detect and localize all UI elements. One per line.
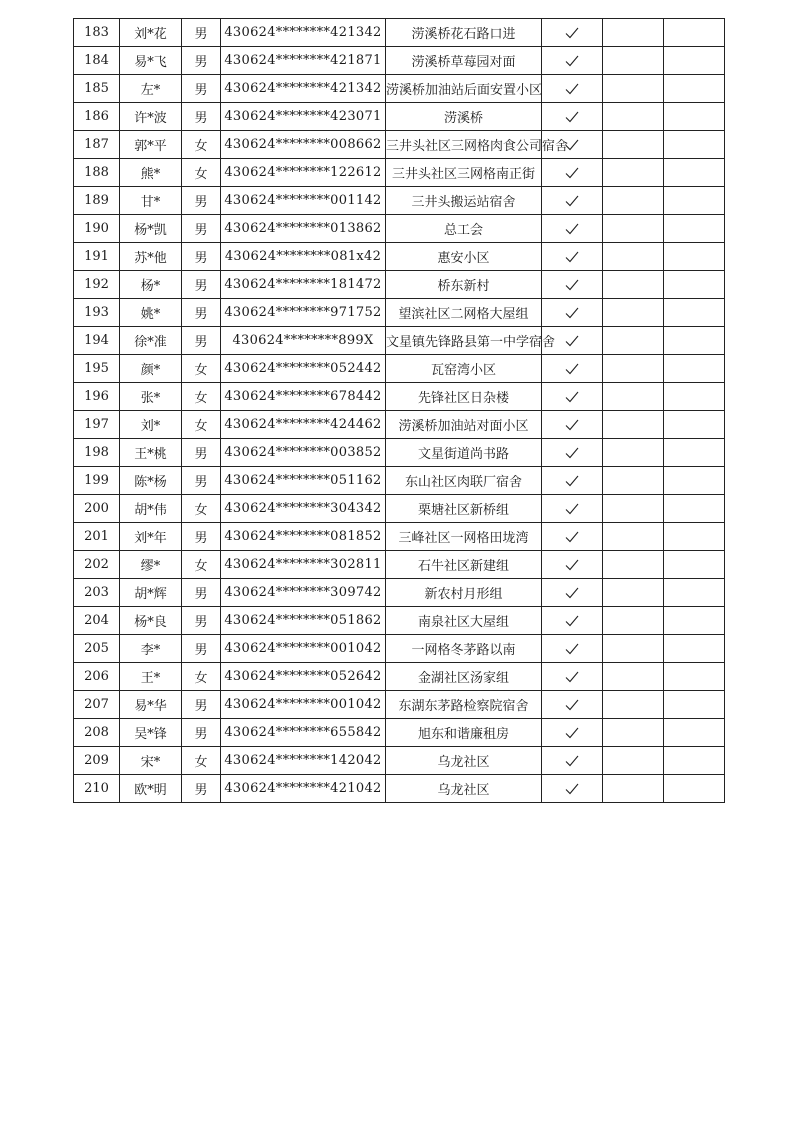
checkmark-icon xyxy=(565,699,579,711)
address-cell: 一网格冬茅路以南 xyxy=(386,635,542,663)
empty-cell xyxy=(664,187,725,215)
gender-cell: 男 xyxy=(182,607,221,635)
verified-cell xyxy=(542,439,603,467)
empty-cell xyxy=(664,635,725,663)
checkmark-icon xyxy=(565,55,579,67)
table-row xyxy=(74,159,725,187)
address-cell: 三井头社区三网格肉食公司宿舍 xyxy=(386,131,542,159)
table-row xyxy=(74,383,725,411)
checkmark-icon xyxy=(565,643,579,655)
table-row xyxy=(74,271,725,299)
empty-cell xyxy=(603,523,664,551)
table-row xyxy=(74,607,725,635)
verified-cell xyxy=(542,299,603,327)
verified-cell xyxy=(542,467,603,495)
name-cell: 许*波 xyxy=(120,103,182,131)
empty-cell xyxy=(603,383,664,411)
empty-cell xyxy=(603,103,664,131)
verified-cell xyxy=(542,355,603,383)
table-row xyxy=(74,243,725,271)
id-number-cell: 430624********424462 xyxy=(221,411,386,439)
empty-cell xyxy=(664,411,725,439)
checkmark-icon xyxy=(565,503,579,515)
table-row xyxy=(74,775,725,803)
row-number-cell: 187 xyxy=(74,131,120,159)
checkmark-icon xyxy=(565,587,579,599)
checkmark-icon xyxy=(565,335,579,347)
empty-cell xyxy=(603,299,664,327)
checkmark-icon xyxy=(565,531,579,543)
checkmark-icon xyxy=(565,139,579,151)
name-cell: 杨*良 xyxy=(120,607,182,635)
gender-cell: 男 xyxy=(182,719,221,747)
empty-cell xyxy=(664,663,725,691)
row-number-cell: 188 xyxy=(74,159,120,187)
gender-cell: 男 xyxy=(182,187,221,215)
empty-cell xyxy=(664,719,725,747)
verified-cell xyxy=(542,75,603,103)
verified-cell xyxy=(542,523,603,551)
row-number-cell: 189 xyxy=(74,187,120,215)
address-cell: 涝溪桥花石路口进 xyxy=(386,19,542,47)
address-cell: 新农村月形组 xyxy=(386,579,542,607)
empty-cell xyxy=(603,355,664,383)
checkmark-icon xyxy=(565,223,579,235)
empty-cell xyxy=(664,747,725,775)
name-cell: 胡*伟 xyxy=(120,495,182,523)
id-number-cell: 430624********001142 xyxy=(221,187,386,215)
row-number-cell: 196 xyxy=(74,383,120,411)
roster-table-body xyxy=(74,19,725,803)
empty-cell xyxy=(603,551,664,579)
row-number-cell: 207 xyxy=(74,691,120,719)
empty-cell xyxy=(664,355,725,383)
verified-cell xyxy=(542,719,603,747)
id-number-cell: 430624********421342 xyxy=(221,75,386,103)
empty-cell xyxy=(603,579,664,607)
empty-cell xyxy=(603,467,664,495)
empty-cell xyxy=(664,467,725,495)
address-cell: 旭东和谐廉租房 xyxy=(386,719,542,747)
empty-cell xyxy=(603,75,664,103)
id-number-cell: 430624********052442 xyxy=(221,355,386,383)
checkmark-icon xyxy=(565,475,579,487)
verified-cell xyxy=(542,579,603,607)
row-number-cell: 197 xyxy=(74,411,120,439)
verified-cell xyxy=(542,47,603,75)
empty-cell xyxy=(603,607,664,635)
gender-cell: 男 xyxy=(182,271,221,299)
row-number-cell: 194 xyxy=(74,327,120,355)
id-number-cell: 430624********655842 xyxy=(221,719,386,747)
gender-cell: 男 xyxy=(182,775,221,803)
empty-cell xyxy=(603,439,664,467)
address-cell: 文星街道尚书路 xyxy=(386,439,542,467)
gender-cell: 男 xyxy=(182,47,221,75)
empty-cell xyxy=(603,663,664,691)
name-cell: 欧*明 xyxy=(120,775,182,803)
checkmark-icon xyxy=(565,419,579,431)
id-number-cell: 430624********081x42 xyxy=(221,243,386,271)
table-row xyxy=(74,663,725,691)
name-cell: 颜* xyxy=(120,355,182,383)
gender-cell: 男 xyxy=(182,299,221,327)
gender-cell: 男 xyxy=(182,691,221,719)
checkmark-icon xyxy=(565,671,579,683)
verified-cell xyxy=(542,411,603,439)
verified-cell xyxy=(542,103,603,131)
id-number-cell: 430624********181472 xyxy=(221,271,386,299)
name-cell: 苏*他 xyxy=(120,243,182,271)
table-row xyxy=(74,747,725,775)
name-cell: 陈*杨 xyxy=(120,467,182,495)
address-cell: 三井头社区三网格南正街 xyxy=(386,159,542,187)
row-number-cell: 191 xyxy=(74,243,120,271)
checkmark-icon xyxy=(565,391,579,403)
checkmark-icon xyxy=(565,363,579,375)
address-cell: 文星镇先锋路县第一中学宿舍 xyxy=(386,327,542,355)
id-number-cell: 430624********052642 xyxy=(221,663,386,691)
table-row xyxy=(74,635,725,663)
address-cell: 桥东新村 xyxy=(386,271,542,299)
id-number-cell: 430624********971752 xyxy=(221,299,386,327)
address-cell: 涝溪桥加油站对面小区 xyxy=(386,411,542,439)
address-cell: 石牛社区新建组 xyxy=(386,551,542,579)
gender-cell: 女 xyxy=(182,551,221,579)
checkmark-icon xyxy=(565,783,579,795)
id-number-cell: 430624********001042 xyxy=(221,691,386,719)
verified-cell xyxy=(542,495,603,523)
row-number-cell: 185 xyxy=(74,75,120,103)
address-cell: 三井头搬运站宿舍 xyxy=(386,187,542,215)
table-row xyxy=(74,215,725,243)
id-number-cell: 430624********423071 xyxy=(221,103,386,131)
empty-cell xyxy=(664,19,725,47)
row-number-cell: 193 xyxy=(74,299,120,327)
empty-cell xyxy=(664,103,725,131)
gender-cell: 女 xyxy=(182,495,221,523)
verified-cell xyxy=(542,159,603,187)
empty-cell xyxy=(603,691,664,719)
name-cell: 缪* xyxy=(120,551,182,579)
table-row xyxy=(74,47,725,75)
name-cell: 姚* xyxy=(120,299,182,327)
empty-cell xyxy=(664,131,725,159)
id-number-cell: 430624********013862 xyxy=(221,215,386,243)
empty-cell xyxy=(664,327,725,355)
name-cell: 易*华 xyxy=(120,691,182,719)
name-cell: 宋* xyxy=(120,747,182,775)
gender-cell: 女 xyxy=(182,159,221,187)
row-number-cell: 201 xyxy=(74,523,120,551)
table-row xyxy=(74,411,725,439)
table-row xyxy=(74,103,725,131)
roster-table xyxy=(73,18,725,803)
empty-cell xyxy=(664,775,725,803)
address-cell: 瓦窑湾小区 xyxy=(386,355,542,383)
verified-cell xyxy=(542,663,603,691)
verified-cell xyxy=(542,775,603,803)
address-cell: 东山社区肉联厂宿舍 xyxy=(386,467,542,495)
checkmark-icon xyxy=(565,195,579,207)
empty-cell xyxy=(603,635,664,663)
empty-cell xyxy=(664,495,725,523)
name-cell: 张* xyxy=(120,383,182,411)
table-row xyxy=(74,551,725,579)
verified-cell xyxy=(542,271,603,299)
table-row xyxy=(74,327,725,355)
gender-cell: 男 xyxy=(182,467,221,495)
row-number-cell: 199 xyxy=(74,467,120,495)
empty-cell xyxy=(603,271,664,299)
empty-cell xyxy=(603,215,664,243)
name-cell: 郭*平 xyxy=(120,131,182,159)
gender-cell: 女 xyxy=(182,383,221,411)
name-cell: 杨*凯 xyxy=(120,215,182,243)
row-number-cell: 184 xyxy=(74,47,120,75)
verified-cell xyxy=(542,243,603,271)
checkmark-icon xyxy=(565,615,579,627)
verified-cell xyxy=(542,383,603,411)
table-row xyxy=(74,439,725,467)
gender-cell: 女 xyxy=(182,747,221,775)
empty-cell xyxy=(664,523,725,551)
id-number-cell: 430624********051162 xyxy=(221,467,386,495)
name-cell: 吴*锋 xyxy=(120,719,182,747)
empty-cell xyxy=(664,383,725,411)
address-cell: 金湖社区汤家组 xyxy=(386,663,542,691)
gender-cell: 男 xyxy=(182,327,221,355)
row-number-cell: 186 xyxy=(74,103,120,131)
row-number-cell: 209 xyxy=(74,747,120,775)
empty-cell xyxy=(664,551,725,579)
row-number-cell: 204 xyxy=(74,607,120,635)
empty-cell xyxy=(603,411,664,439)
empty-cell xyxy=(664,299,725,327)
id-number-cell: 430624********302811 xyxy=(221,551,386,579)
checkmark-icon xyxy=(565,83,579,95)
empty-cell xyxy=(603,775,664,803)
checkmark-icon xyxy=(565,727,579,739)
id-number-cell: 430624********421342 xyxy=(221,19,386,47)
address-cell: 东湖东茅路检察院宿舍 xyxy=(386,691,542,719)
verified-cell xyxy=(542,691,603,719)
checkmark-icon xyxy=(565,559,579,571)
name-cell: 刘*年 xyxy=(120,523,182,551)
id-number-cell: 430624********304342 xyxy=(221,495,386,523)
id-number-cell: 430624********421871 xyxy=(221,47,386,75)
empty-cell xyxy=(603,187,664,215)
gender-cell: 男 xyxy=(182,579,221,607)
id-number-cell: 430624********003852 xyxy=(221,439,386,467)
empty-cell xyxy=(664,75,725,103)
name-cell: 熊* xyxy=(120,159,182,187)
id-number-cell: 430624********678442 xyxy=(221,383,386,411)
id-number-cell: 430624********051862 xyxy=(221,607,386,635)
empty-cell xyxy=(603,131,664,159)
empty-cell xyxy=(664,159,725,187)
address-cell: 南泉社区大屋组 xyxy=(386,607,542,635)
gender-cell: 男 xyxy=(182,523,221,551)
empty-cell xyxy=(664,607,725,635)
empty-cell xyxy=(603,719,664,747)
table-row xyxy=(74,495,725,523)
gender-cell: 男 xyxy=(182,215,221,243)
empty-cell xyxy=(664,271,725,299)
row-number-cell: 192 xyxy=(74,271,120,299)
row-number-cell: 210 xyxy=(74,775,120,803)
address-cell: 望滨社区二网格大屋组 xyxy=(386,299,542,327)
verified-cell xyxy=(542,635,603,663)
empty-cell xyxy=(664,243,725,271)
table-row xyxy=(74,75,725,103)
id-number-cell: 430624********122612 xyxy=(221,159,386,187)
row-number-cell: 208 xyxy=(74,719,120,747)
empty-cell xyxy=(664,579,725,607)
address-cell: 先锋社区日杂楼 xyxy=(386,383,542,411)
name-cell: 甘* xyxy=(120,187,182,215)
id-number-cell: 430624********008662 xyxy=(221,131,386,159)
table-row xyxy=(74,299,725,327)
id-number-cell: 430624********001042 xyxy=(221,635,386,663)
name-cell: 易*飞 xyxy=(120,47,182,75)
gender-cell: 女 xyxy=(182,355,221,383)
address-cell: 涝溪桥草莓园对面 xyxy=(386,47,542,75)
empty-cell xyxy=(603,159,664,187)
gender-cell: 男 xyxy=(182,439,221,467)
checkmark-icon xyxy=(565,27,579,39)
row-number-cell: 200 xyxy=(74,495,120,523)
name-cell: 刘*花 xyxy=(120,19,182,47)
empty-cell xyxy=(664,47,725,75)
row-number-cell: 190 xyxy=(74,215,120,243)
name-cell: 徐*准 xyxy=(120,327,182,355)
row-number-cell: 203 xyxy=(74,579,120,607)
gender-cell: 男 xyxy=(182,75,221,103)
address-cell: 乌龙社区 xyxy=(386,747,542,775)
address-cell: 三峰社区一网格田垅湾 xyxy=(386,523,542,551)
verified-cell xyxy=(542,19,603,47)
row-number-cell: 206 xyxy=(74,663,120,691)
table-row xyxy=(74,467,725,495)
verified-cell xyxy=(542,215,603,243)
verified-cell xyxy=(542,747,603,775)
gender-cell: 男 xyxy=(182,19,221,47)
empty-cell xyxy=(603,747,664,775)
row-number-cell: 205 xyxy=(74,635,120,663)
table-row xyxy=(74,523,725,551)
row-number-cell: 183 xyxy=(74,19,120,47)
empty-cell xyxy=(603,243,664,271)
gender-cell: 女 xyxy=(182,131,221,159)
verified-cell xyxy=(542,187,603,215)
table-row xyxy=(74,719,725,747)
row-number-cell: 198 xyxy=(74,439,120,467)
name-cell: 杨* xyxy=(120,271,182,299)
table-row xyxy=(74,691,725,719)
table-row xyxy=(74,355,725,383)
table-row xyxy=(74,579,725,607)
table-row xyxy=(74,131,725,159)
name-cell: 李* xyxy=(120,635,182,663)
name-cell: 王* xyxy=(120,663,182,691)
address-cell: 涝溪桥 xyxy=(386,103,542,131)
table-row xyxy=(74,187,725,215)
empty-cell xyxy=(664,691,725,719)
checkmark-icon xyxy=(565,279,579,291)
name-cell: 左* xyxy=(120,75,182,103)
id-number-cell: 430624********421042 xyxy=(221,775,386,803)
verified-cell xyxy=(542,607,603,635)
checkmark-icon xyxy=(565,755,579,767)
name-cell: 刘* xyxy=(120,411,182,439)
checkmark-icon xyxy=(565,447,579,459)
gender-cell: 男 xyxy=(182,103,221,131)
gender-cell: 女 xyxy=(182,663,221,691)
gender-cell: 男 xyxy=(182,243,221,271)
checkmark-icon xyxy=(565,111,579,123)
gender-cell: 男 xyxy=(182,635,221,663)
verified-cell xyxy=(542,551,603,579)
empty-cell xyxy=(603,19,664,47)
address-cell: 惠安小区 xyxy=(386,243,542,271)
address-cell: 乌龙社区 xyxy=(386,775,542,803)
row-number-cell: 195 xyxy=(74,355,120,383)
gender-cell: 女 xyxy=(182,411,221,439)
empty-cell xyxy=(664,439,725,467)
checkmark-icon xyxy=(565,307,579,319)
empty-cell xyxy=(603,327,664,355)
id-number-cell: 430624********081852 xyxy=(221,523,386,551)
id-number-cell: 430624********142042 xyxy=(221,747,386,775)
checkmark-icon xyxy=(565,167,579,179)
name-cell: 胡*辉 xyxy=(120,579,182,607)
address-cell: 涝溪桥加油站后面安置小区 xyxy=(386,75,542,103)
row-number-cell: 202 xyxy=(74,551,120,579)
table-row xyxy=(74,19,725,47)
empty-cell xyxy=(664,215,725,243)
id-number-cell: 430624********899X xyxy=(221,327,386,355)
checkmark-icon xyxy=(565,251,579,263)
empty-cell xyxy=(603,495,664,523)
name-cell: 王*桃 xyxy=(120,439,182,467)
address-cell: 总工会 xyxy=(386,215,542,243)
empty-cell xyxy=(603,47,664,75)
address-cell: 栗塘社区新桥组 xyxy=(386,495,542,523)
id-number-cell: 430624********309742 xyxy=(221,579,386,607)
